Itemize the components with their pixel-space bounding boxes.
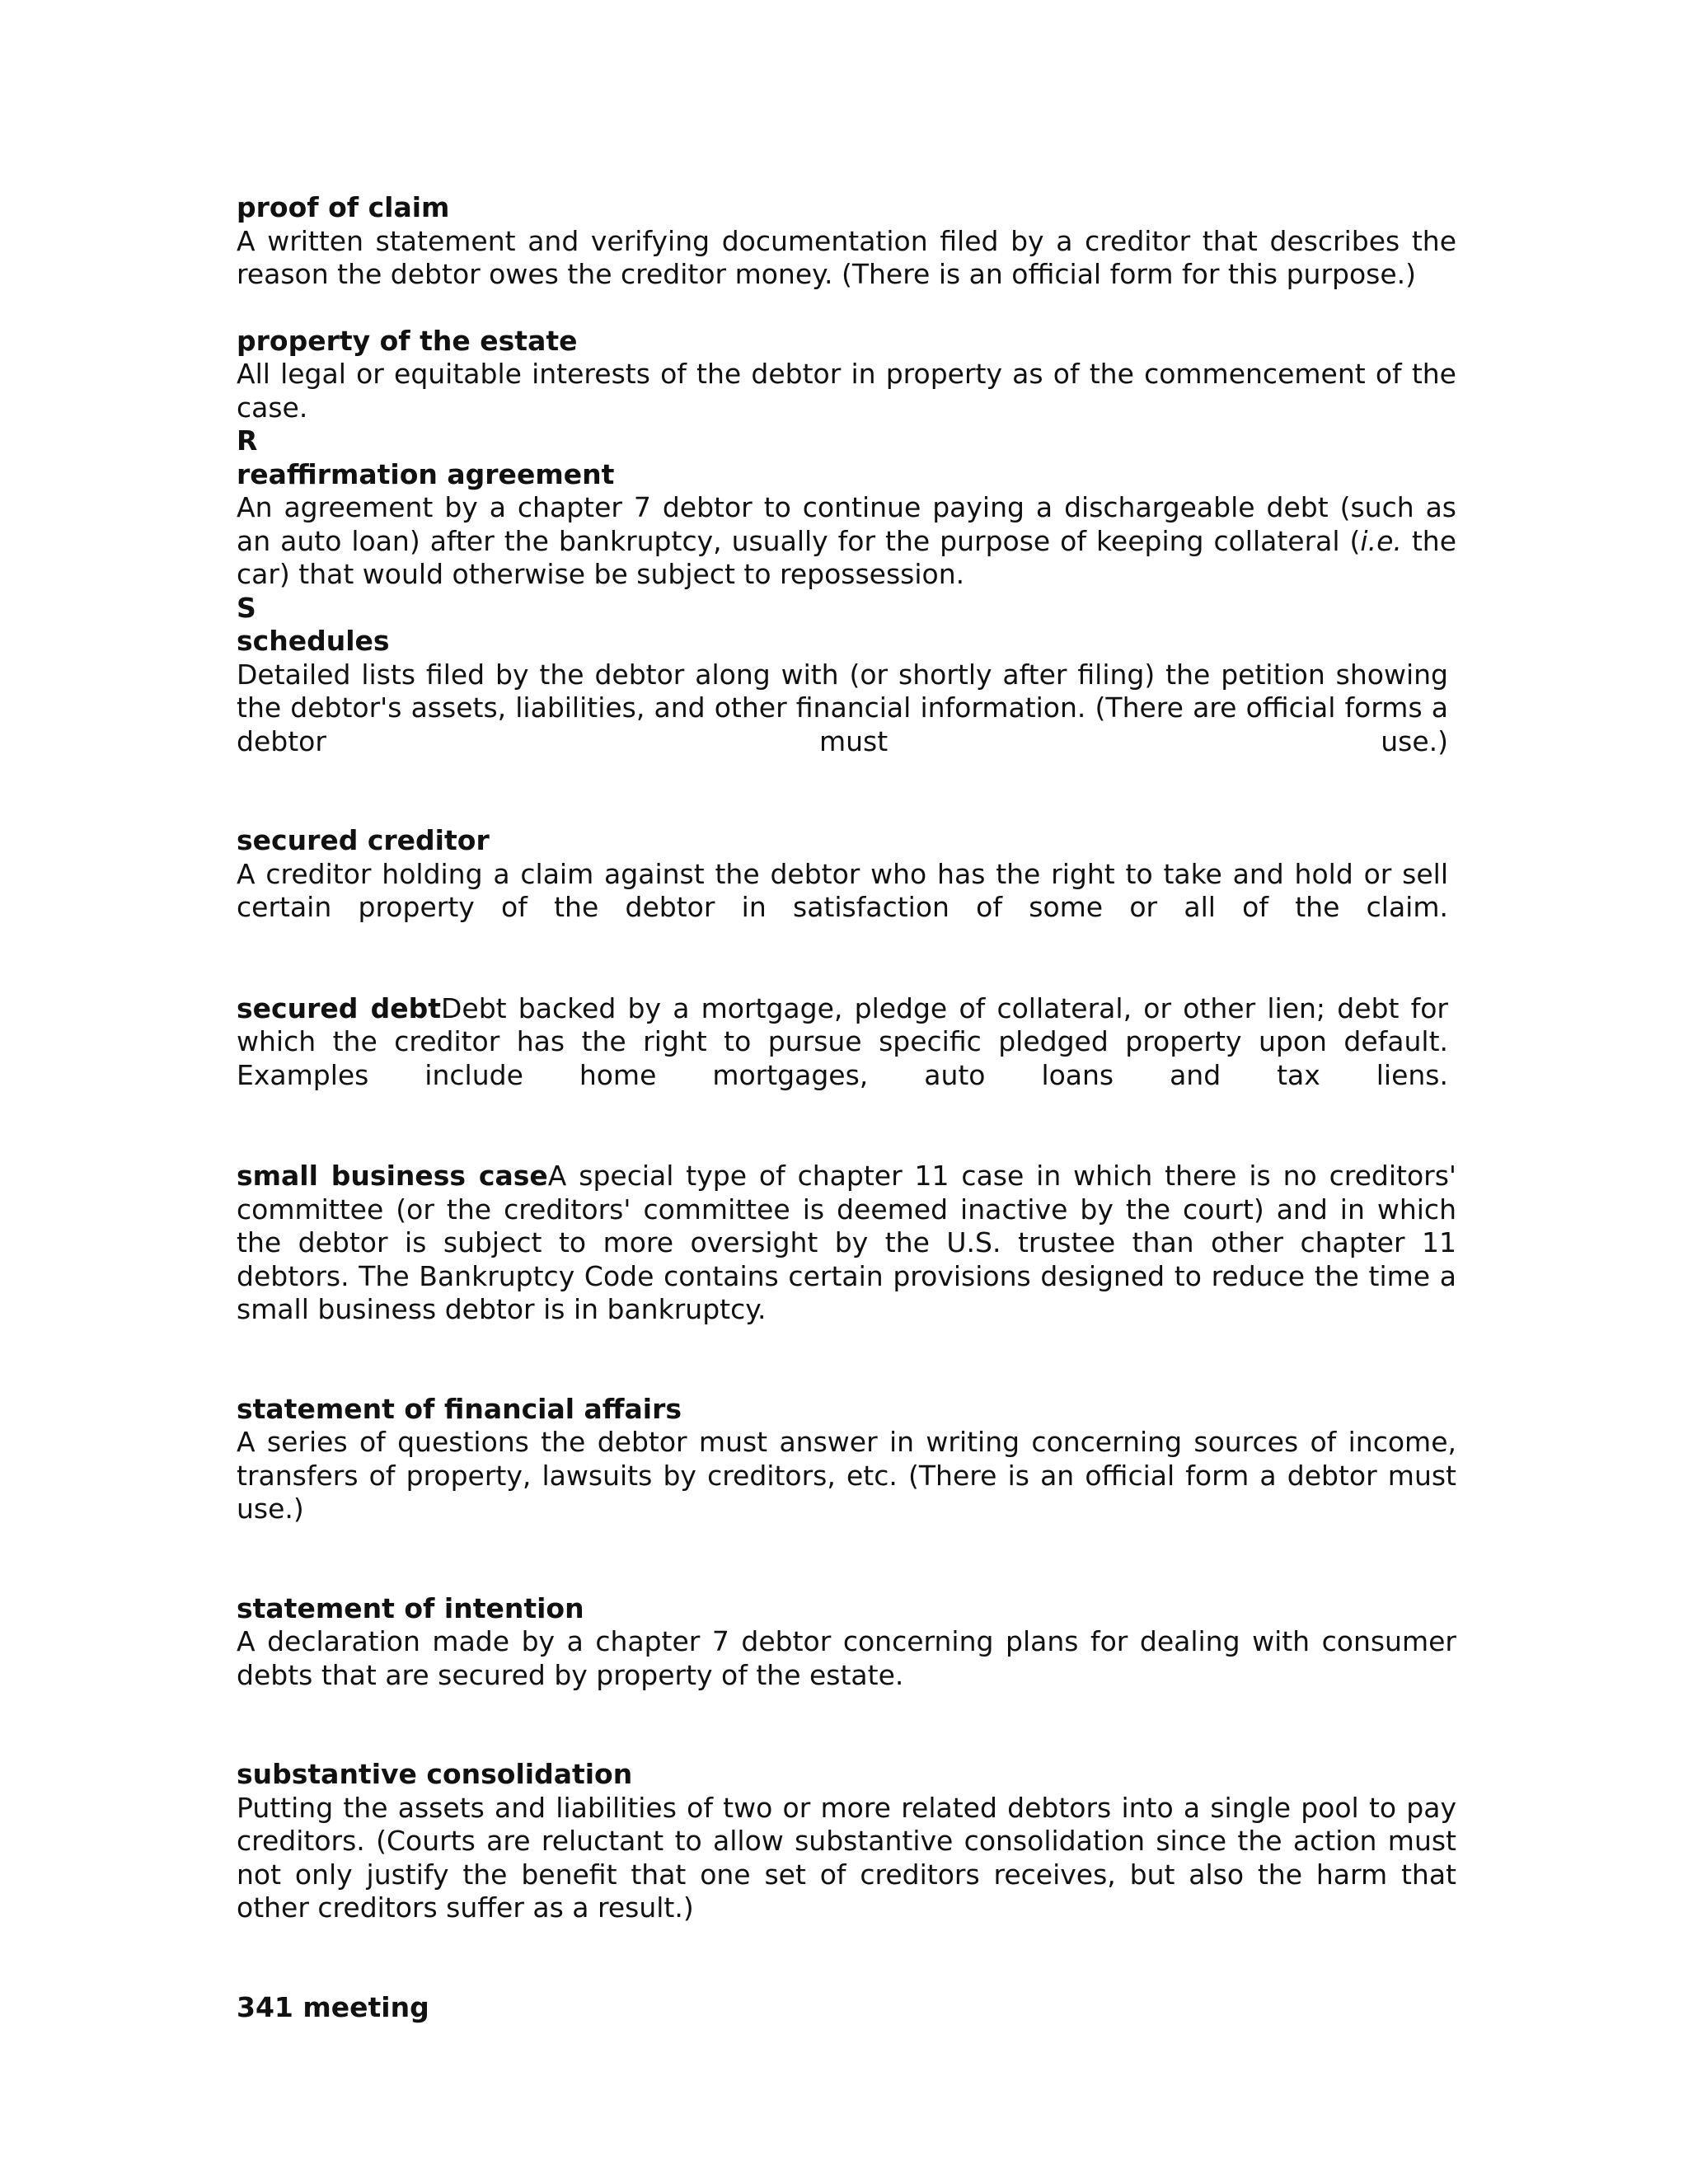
definition-statement-of-financial-affairs: A series of questions the debtor must answer in writing concerning sources of income, transfers of property, lawsuits by creditors, etc. (There is an official form a debtor must use.) [237,1426,1456,1525]
section-letter-r: R [237,424,258,457]
term-secured-debt: secured debt [237,991,441,1024]
glossary-entry-property-of-the-estate [237,325,1456,425]
glossary-entry-reaffirmation-agreement [237,458,1456,592]
section-letter-s: S [237,591,256,624]
term-reaffirmation-agreement: reaffirmation agreement [237,457,615,490]
glossary-entry-secured-creditor [237,824,1456,925]
definition-text: Debt backed by a mortgage, pledge of collateral, or other lien; debt for which the creditor has the right to pursue specific pledged property upon default. Examples include home mortgages, auto loans and tax liens. [237,991,1448,1091]
glossary-entry-small-business-case [237,1160,1456,1327]
definition-text: An agreement by a chapter 7 debtor to continue paying a dischargeable debt (such as an auto loan) after the bankruptcy, usually for the purpose of keeping collateral ( [237,491,1456,557]
term-property-of-the-estate: property of the estate [237,324,578,357]
spacer [237,758,1456,824]
definition-statement-of-intention: A declaration made by a chapter 7 debtor concerning plans for dealing with consumer debts that are secured by property of the estate. [237,1625,1456,1691]
definition-text: A special type of chapter 11 case in which there is no creditors' committee (or the creditors' committee is deemed inactive by the court) and in which the debtor is subject to more oversight by the U.S. trustee than other chapter 11 debtors. The Bankruptcy Code contains certain provisions designed to reduce the time a small business debtor is in bankruptcy. [237,1160,1456,1325]
spacer [237,1526,1456,1592]
term-substantive-consolidation: substantive consolidation [237,1758,633,1790]
definition-secured-debt [237,992,1456,1093]
glossary-entry-statement-of-financial-affairs [237,1393,1456,1526]
definition-substantive-consolidation: Putting the assets and liabilities of two or more related debtors into a single pool to pay creditors. (Courts are reluctant to allow substantive consolidation since the action must not only justify the benefit that one set of creditors receives, but also the harm that other creditors suffer as a result.) [237,1791,1456,1924]
glossary-entry-341-meeting [237,1991,1456,2025]
term-proof-of-claim: proof of claim [237,191,450,223]
term-schedules: schedules [237,625,390,657]
spacer [237,1925,1456,1991]
glossary-entry-secured-debt [237,992,1456,1093]
glossary-entry-substantive-consolidation [237,1758,1456,1925]
spacer [237,1092,1456,1160]
spacer [237,1327,1456,1393]
glossary-entry-schedules [237,625,1456,758]
definition-small-business-case [237,1160,1456,1327]
spacer [237,1692,1456,1758]
term-statement-of-intention: statement of intention [237,1591,584,1624]
spacer [237,925,1456,992]
definition-reaffirmation-agreement [237,491,1456,592]
definition-secured-creditor: A creditor holding a claim against the debtor who has the right to take and hold or sell certain property of the debtor in satisfaction of some or all of the claim. [237,857,1448,923]
term-statement-of-financial-affairs: statement of financial affairs [237,1392,682,1425]
definition-text: the car) that would otherwise be subject to repossession. [237,524,1456,590]
glossary-entry-proof-of-claim [237,191,1456,292]
definition-schedules: Detailed lists filed by the debtor along with (or shortly after filing) the petition showing the debtor's assets, liabilities, and other financial information. (There are official forms a debtor must use.) [237,658,1448,757]
definition-property-of-the-estate: All legal or equitable interests of the debtor in property as of the commencement of the case. [237,358,1456,424]
term-341-meeting: 341 meeting [237,1990,429,2023]
term-small-business-case: small business case [237,1160,548,1192]
definition-proof-of-claim: A written statement and verifying documentation filed by a creditor that describes the reason the debtor owes the creditor money. (There is an official form for this purpose.) [237,224,1456,290]
term-secured-creditor: secured creditor [237,824,490,856]
definition-italic-text: i.e. [1360,524,1402,557]
glossary-entry-statement-of-intention [237,1592,1456,1693]
glossary-page [237,191,1456,2024]
spacer [237,292,1456,325]
